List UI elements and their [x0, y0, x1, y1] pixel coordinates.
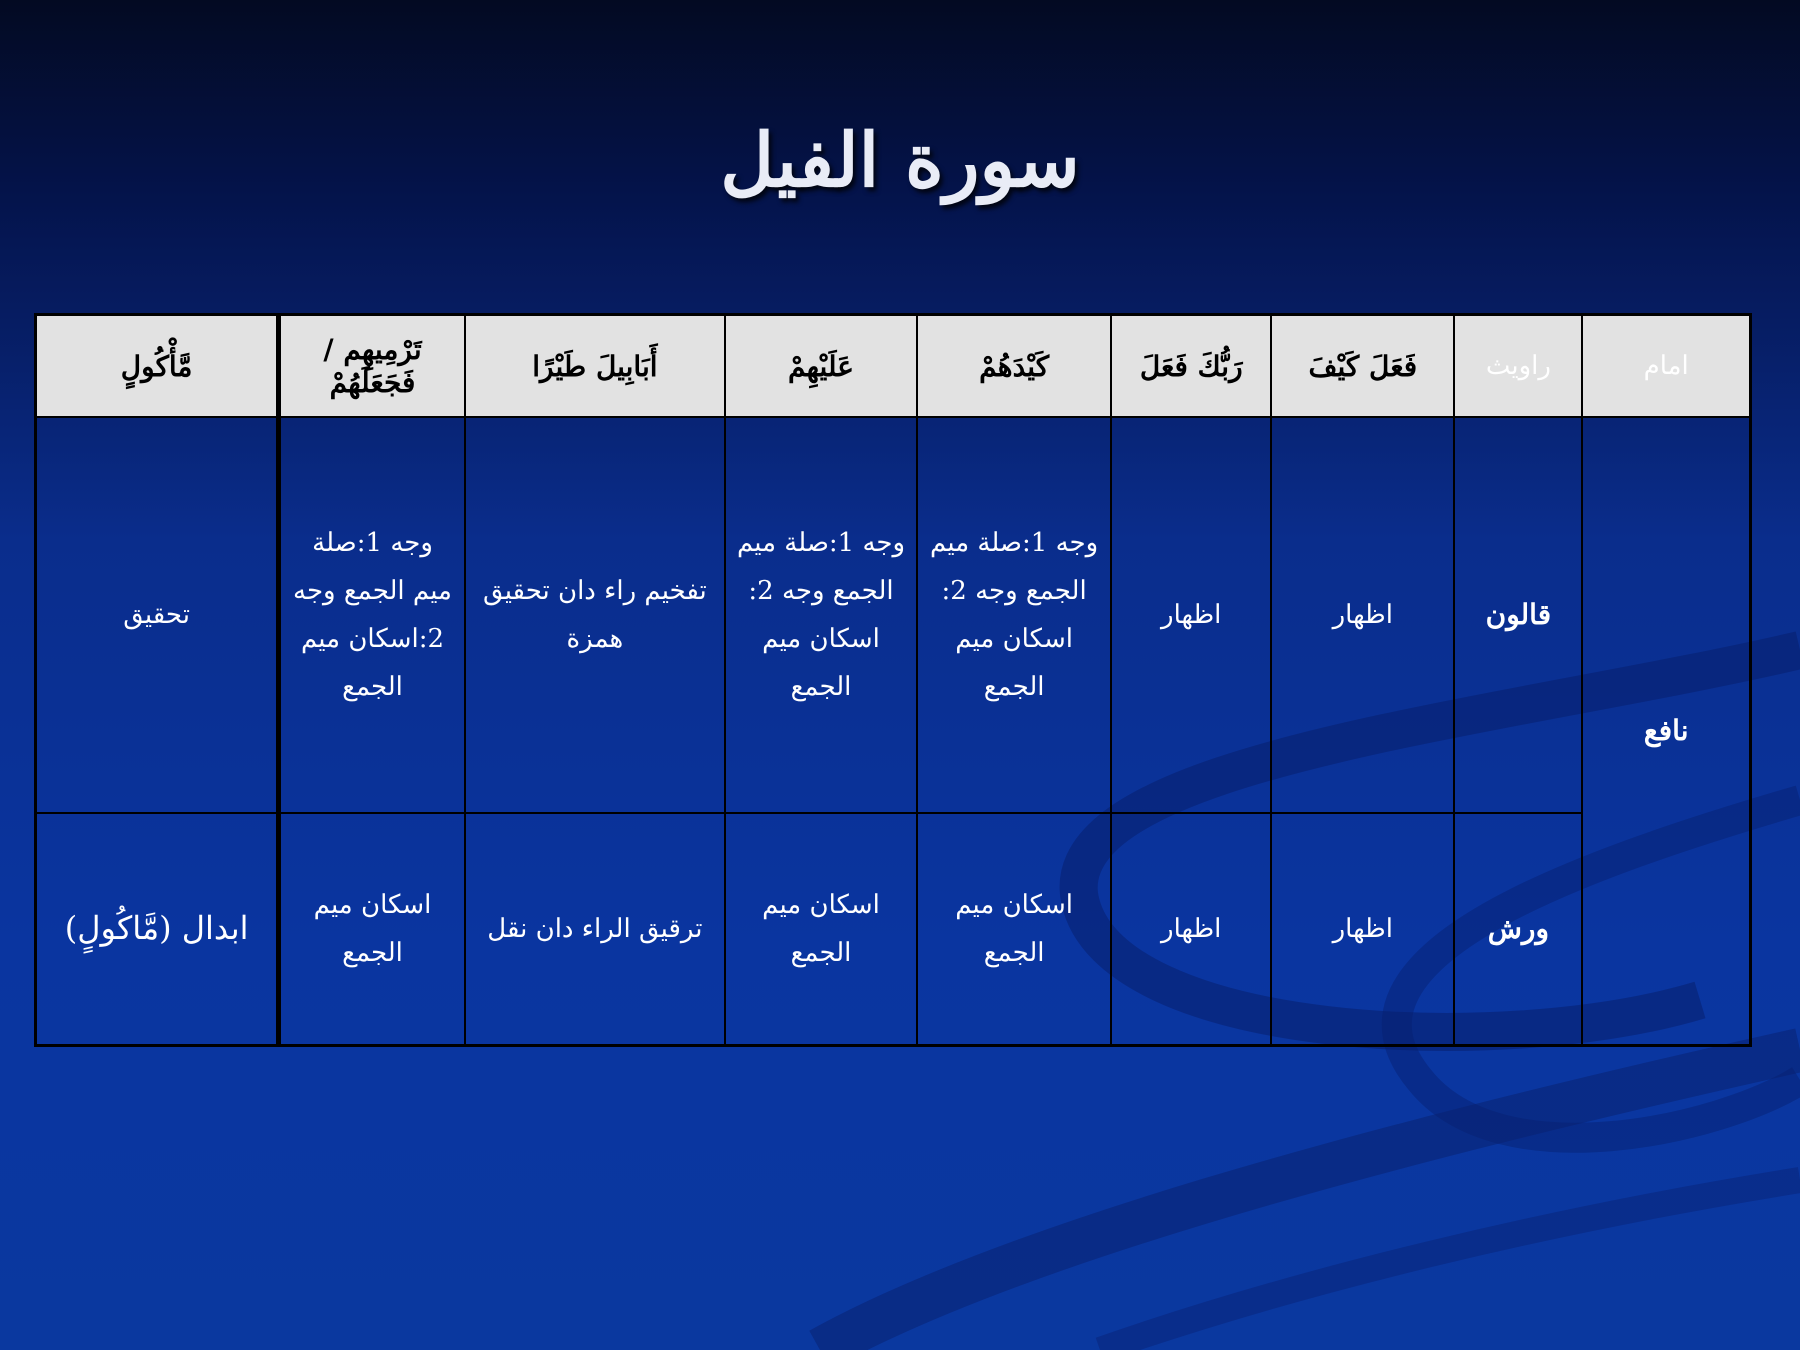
header-word: مَّأْكُولٍ — [36, 315, 279, 418]
table-cell: وجه 1:صلة ميم الجمع وجه 2: اسكان ميم الجمع — [725, 417, 917, 813]
qiraat-comparison-table — [34, 313, 1752, 1047]
table-cell: وجه 1:صلة ميم الجمع وجه 2:اسكان ميم الجمع — [279, 417, 465, 813]
table-cell: ترقيق الراء دان نقل — [465, 813, 725, 1046]
table-cell: اسكان ميم الجمع — [917, 813, 1111, 1046]
header-word: فَعَلَ كَيْفَ — [1271, 315, 1454, 418]
table-cell: اظهار — [1271, 417, 1454, 813]
table-cell: ابدال (مَّاكُولٍ) — [36, 813, 279, 1046]
page-title: سورة الفيل — [720, 118, 1080, 204]
table-row — [36, 417, 1751, 813]
header-word: تَرْمِيهِم / فَجَعَلَهُمْ — [279, 315, 465, 418]
header-word: عَلَيْهِمْ — [725, 315, 917, 418]
header-word: أَبَابِيلَ طَيْرًا — [465, 315, 725, 418]
header-narrator: راويث — [1454, 315, 1582, 418]
table-row — [36, 813, 1751, 1046]
table-cell: تفخيم راء دان تحقيق همزة — [465, 417, 725, 813]
header-word: كَيْدَهُمْ — [917, 315, 1111, 418]
table-cell: اسكان ميم الجمع — [725, 813, 917, 1046]
table-cell: اظهار — [1111, 813, 1271, 1046]
table-cell: اظهار — [1271, 813, 1454, 1046]
table-cell: اسكان ميم الجمع — [279, 813, 465, 1046]
narrator-cell: قالون — [1454, 417, 1582, 813]
table-cell: اظهار — [1111, 417, 1271, 813]
header-word: رَبُّكَ فَعَلَ — [1111, 315, 1271, 418]
header-imam: امام — [1582, 315, 1750, 418]
table-cell: وجه 1:صلة ميم الجمع وجه 2: اسكان ميم الجمع — [917, 417, 1111, 813]
table-header-row — [36, 315, 1751, 418]
imam-cell: نافع — [1582, 417, 1750, 1046]
narrator-cell: ورش — [1454, 813, 1582, 1046]
table-cell: تحقيق — [36, 417, 279, 813]
